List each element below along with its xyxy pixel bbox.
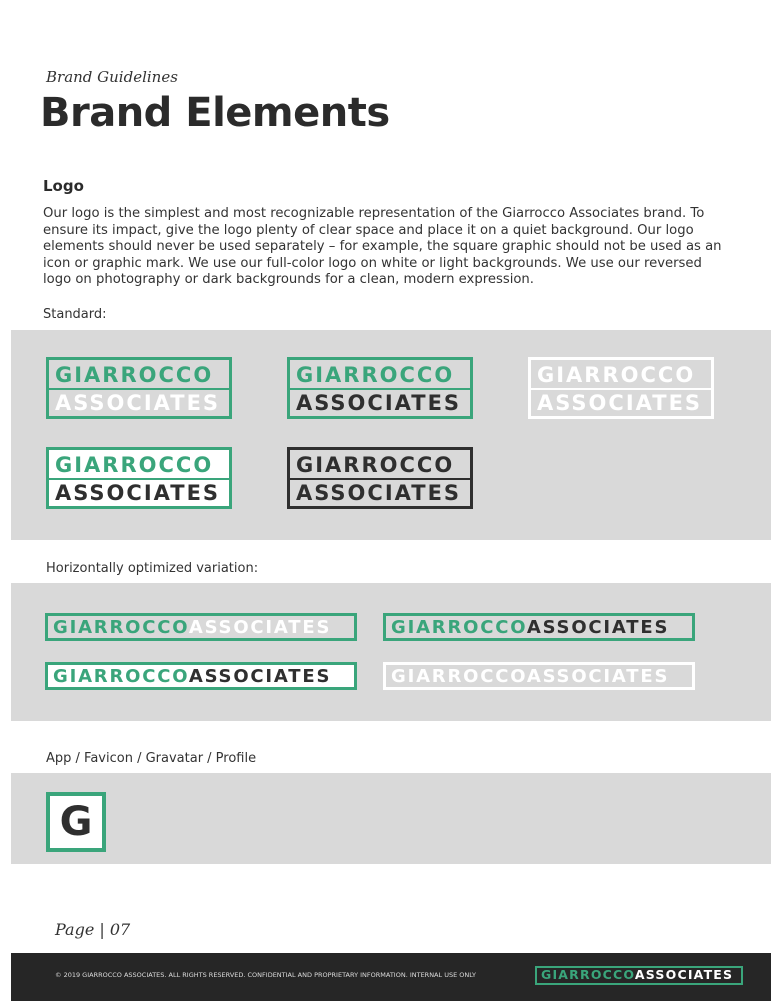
standard-label: Standard:: [43, 307, 107, 322]
logo-standard-white: [528, 357, 714, 419]
logo-word-giarrocco: GIARROCCO: [55, 453, 214, 477]
logo-word-giarrocco: GIARROCCO: [391, 617, 527, 638]
logo-word-associates: ASSOCIATES: [55, 481, 221, 505]
app-label: App / Favicon / Gravatar / Profile: [46, 751, 257, 766]
logo-description: Our logo is the simplest and most recognizable representation of the Giarrocco Associates brand. To ensure its impact, give the logo plenty of clear space and place it on a quiet background. Our logo elements should never be used separately – for example, the square graphic should not be used as an icon or graphic mark. We use our full-color logo on white or light backgrounds. We use our reversed logo on photography or dark backgrounds for a clean, modern expression.: [43, 206, 722, 288]
page-title: Brand Elements: [40, 90, 390, 136]
logo-word-giarrocco: GIARROCCO: [55, 363, 214, 387]
logo-divider: [49, 388, 229, 390]
horizontal-label: Horizontally optimized variation:: [46, 561, 259, 576]
page-number: Page | 07: [55, 920, 131, 939]
app-icon-panel: [11, 773, 771, 864]
logo-word-giarrocco: GIARROCCO: [296, 453, 455, 477]
logo-word-associates: ASSOCIATES: [296, 481, 462, 505]
logo-standard-full-color: [46, 447, 232, 509]
footer-logo: [535, 966, 743, 985]
logo-word-associates: ASSOCIATES: [55, 391, 221, 415]
logo-word-associates: ASSOCIATES: [537, 391, 703, 415]
logo-word-giarrocco: GIARROCCO: [296, 363, 455, 387]
logo-divider: [290, 478, 470, 480]
logo-word-associates: ASSOCIATES: [296, 391, 462, 415]
logo-divider: [49, 478, 229, 480]
logo-standard-green-dark: [287, 357, 473, 419]
logo-standard-green-reversed: [46, 357, 232, 419]
logo-horizontal-white: [383, 662, 695, 690]
horizontal-logo-panel: [11, 583, 771, 721]
logo-divider: [290, 388, 470, 390]
logo-standard-black: [287, 447, 473, 509]
footer-bar: [11, 953, 771, 1001]
logo-divider: [531, 388, 711, 390]
logo-word-giarrocco: GIARROCCO: [391, 666, 527, 687]
logo-word-associates: ASSOCIATES: [526, 666, 670, 687]
logo-horizontal-full-color: [45, 662, 357, 690]
document-kicker: Brand Guidelines: [46, 68, 178, 86]
logo-word-giarrocco: GIARROCCO: [537, 363, 696, 387]
section-heading-logo: Logo: [43, 177, 84, 195]
logo-word-associates: ASSOCIATES: [526, 617, 670, 638]
logo-word-associates: ASSOCIATES: [188, 617, 332, 638]
logo-word-associates: ASSOCIATES: [634, 967, 734, 982]
standard-logo-panel: [11, 330, 771, 540]
app-icon-g: G: [46, 792, 106, 852]
logo-horizontal-green-reversed: [45, 613, 357, 641]
logo-horizontal-green-dark: [383, 613, 695, 641]
logo-word-associates: ASSOCIATES: [188, 666, 332, 687]
footer-legal-text: © 2019 GIARROCCO ASSOCIATES. ALL RIGHTS RESERVED. CONFIDENTIAL AND PROPRIETARY INFORMATION. INTERNAL USE ONLY: [55, 971, 476, 979]
logo-word-giarrocco: GIARROCCO: [541, 967, 635, 982]
logo-word-giarrocco: GIARROCCO: [53, 617, 189, 638]
logo-word-giarrocco: GIARROCCO: [53, 666, 189, 687]
